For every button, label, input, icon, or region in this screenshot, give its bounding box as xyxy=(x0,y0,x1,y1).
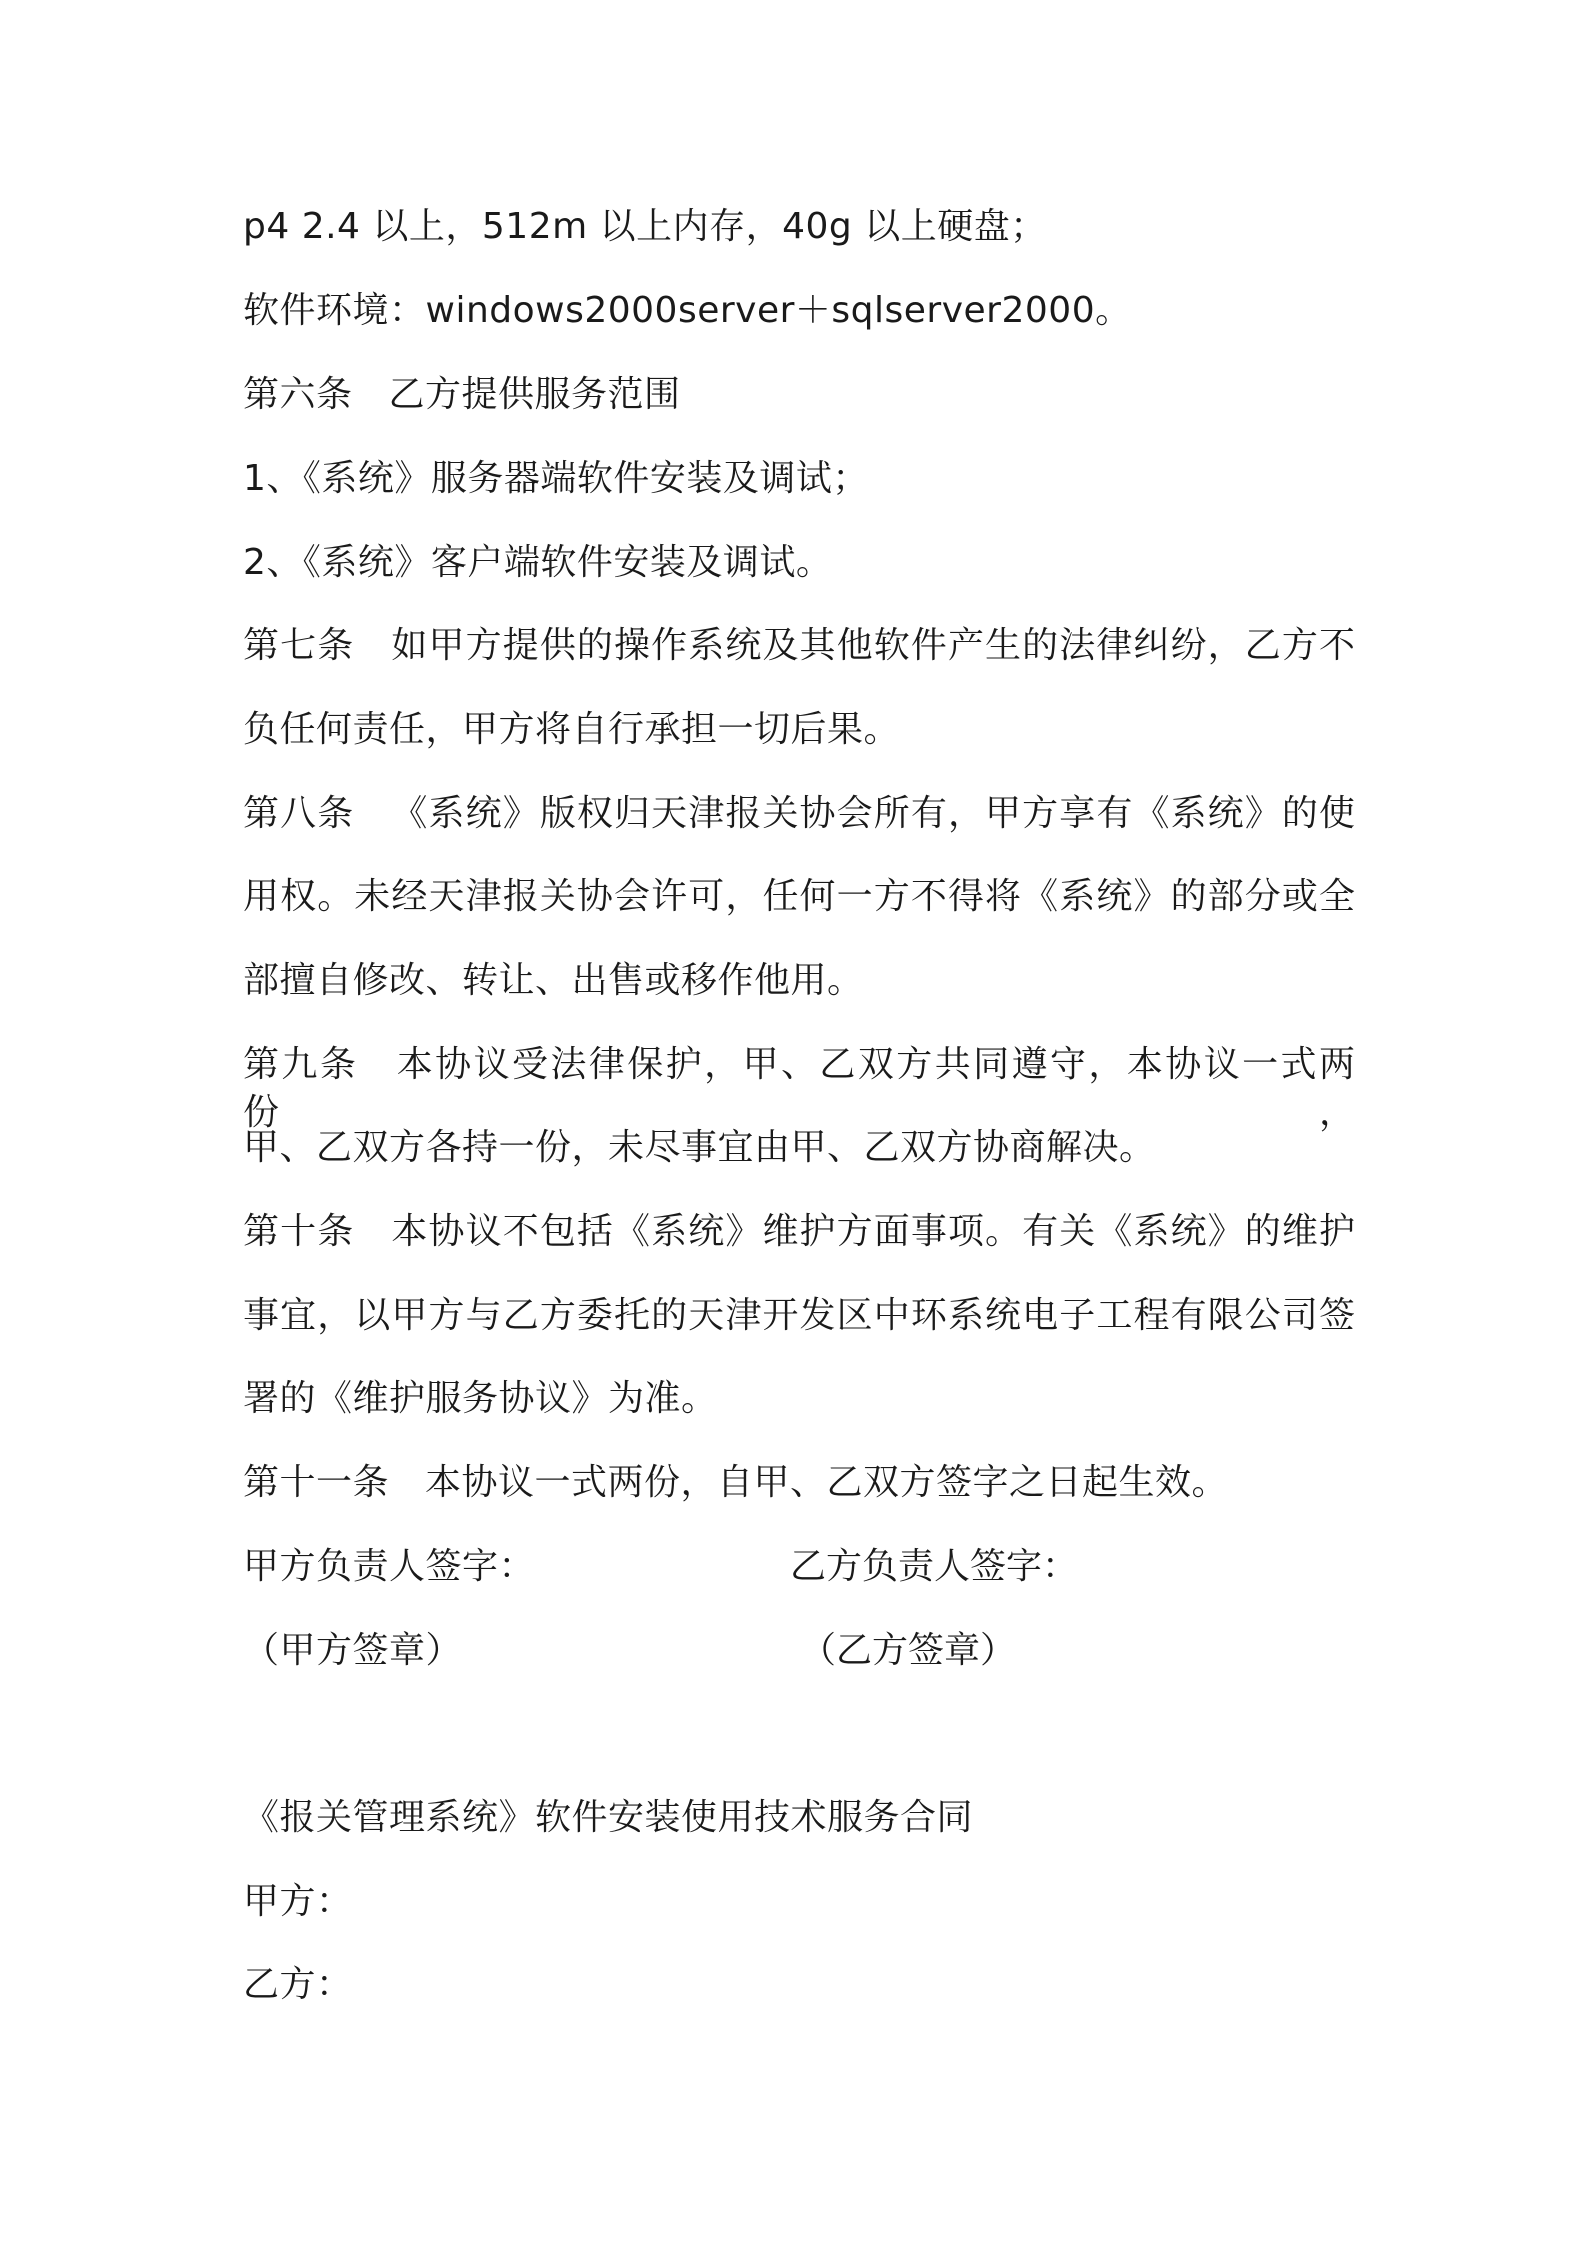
article-10-text-1: 本协议不包括《系统》维护方面事项。有关《系统》的维护 xyxy=(390,1211,1355,1252)
article-7-number: 第七条 xyxy=(243,625,355,666)
party-b-label: 乙方： xyxy=(243,1964,353,2005)
hardware-requirements-text: p4 2.4 以上，512m 以上内存，40g 以上硬盘； xyxy=(243,206,1047,247)
party-a-seal-label: （甲方签章） xyxy=(243,1630,463,1671)
article-6-number: 第六条 xyxy=(243,374,353,415)
article-11-number: 第十一条 xyxy=(243,1462,390,1503)
party-b-signature-label: 乙方负责人签字： xyxy=(790,1546,1079,1587)
article-10-number: 第十条 xyxy=(243,1211,355,1252)
service-item-1-text: 1、《系统》服务器端软件安装及调试； xyxy=(243,458,869,499)
article-7-line-1 xyxy=(243,622,1355,670)
article-9-text-1: 本协议受法律保护，甲、乙双方共同遵守，本协议一式两份， xyxy=(243,1044,1355,1133)
software-environment-line xyxy=(243,287,1132,335)
party-a-signature-label: 甲方负责人签字： xyxy=(243,1546,536,1587)
article-11-line xyxy=(243,1459,1228,1507)
software-environment-text: 软件环境：windows2000server＋sqlserver2000。 xyxy=(243,290,1132,331)
article-8-text-1: 《系统》版权归天津报关协会所有，甲方享有《系统》的使 xyxy=(390,793,1355,834)
article-9-line-2 xyxy=(243,1124,1156,1172)
article-9-line-1 xyxy=(243,1041,1355,1137)
article-7-text-1: 如甲方提供的操作系统及其他软件产生的法律纠纷，乙方不 xyxy=(390,625,1355,666)
article-8-line-1 xyxy=(243,790,1355,838)
article-9-text-2: 甲、乙双方各持一份，未尽事宜由甲、乙双方协商解决。 xyxy=(243,1127,1156,1168)
article-10-line-1 xyxy=(243,1208,1355,1256)
article-8-text-3: 部擅自修改、转让、出售或移作他用。 xyxy=(243,960,864,1001)
article-8-text-2: 用权。未经天津报关协会许可，任何一方不得将《系统》的部分或全 xyxy=(243,876,1355,917)
service-item-2 xyxy=(243,539,832,587)
hardware-requirements-line xyxy=(243,203,1047,251)
contract-title: 《报关管理系统》软件安装使用技术服务合同 xyxy=(243,1797,974,1838)
article-7-text-2: 负任何责任，甲方将自行承担一切后果。 xyxy=(243,709,901,750)
service-item-1 xyxy=(243,455,869,503)
article-9-number: 第九条 xyxy=(243,1044,359,1085)
article-10-line-2 xyxy=(243,1292,1355,1340)
article-10-line-3 xyxy=(243,1375,718,1423)
article-8-number: 第八条 xyxy=(243,793,355,834)
article-8-line-3 xyxy=(243,957,864,1005)
article-11-text: 本协议一式两份，自甲、乙双方签字之日起生效。 xyxy=(425,1462,1229,1503)
service-item-2-text: 2、《系统》客户端软件安装及调试。 xyxy=(243,542,833,583)
party-a-label: 甲方： xyxy=(243,1881,353,1922)
article-6-heading xyxy=(243,371,681,419)
article-6-title: 乙方提供服务范围 xyxy=(388,374,681,415)
article-8-line-2 xyxy=(243,873,1355,921)
article-10-text-2: 事宜，以甲方与乙方委托的天津开发区中环系统电子工程有限公司签 xyxy=(243,1295,1355,1336)
article-7-line-2 xyxy=(243,706,900,754)
party-b-seal-label: （乙方签章） xyxy=(800,1630,1017,1671)
article-10-text-3: 署的《维护服务协议》为准。 xyxy=(243,1378,718,1419)
